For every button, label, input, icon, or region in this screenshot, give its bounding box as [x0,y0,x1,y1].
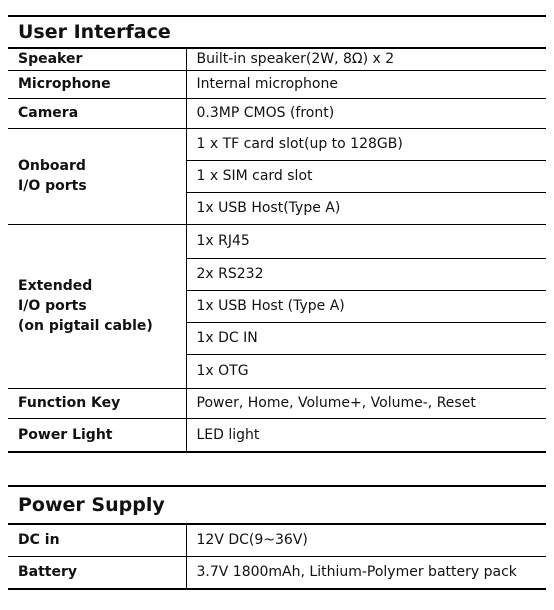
dc-in-label: DC in [8,524,186,556]
microphone-label: Microphone [8,70,186,98]
table-row [8,418,546,452]
extended-io-label-line: Extended [18,278,93,294]
user-interface-heading: User Interface [8,16,546,48]
table-row [8,224,546,258]
microphone-value: Internal microphone [186,70,546,98]
power-light-label: Power Light [8,418,186,452]
table-row [8,48,546,70]
onboard-io-label [8,128,186,224]
speaker-label: Speaker [8,48,186,70]
user-interface-table [8,15,546,453]
dc-in-value: 12V DC(9~36V) [186,524,546,556]
function-key-value: Power, Home, Volume+, Volume-, Reset [186,388,546,418]
onboard-io-label-line: Onboard [18,158,86,174]
speaker-value: Built-in speaker(2W, 8Ω) x 2 [186,48,546,70]
camera-label: Camera [8,98,186,128]
table-row [8,98,546,128]
extended-io-label-line: (on pigtail cable) [18,318,153,334]
onboard-io-value: 1 x TF card slot(up to 128GB) [186,128,546,160]
table-row [8,556,546,589]
extended-io-value: 1x RJ45 [186,224,546,258]
onboard-io-value: 1 x SIM card slot [186,160,546,192]
table-row [8,128,546,160]
battery-value: 3.7V 1800mAh, Lithium-Polymer battery pack [186,556,546,589]
extended-io-label [8,224,186,388]
table-row [8,524,546,556]
onboard-io-value: 1x USB Host(Type A) [186,192,546,224]
extended-io-value: 1x OTG [186,354,546,388]
battery-label: Battery [8,556,186,589]
extended-io-value: 2x RS232 [186,258,546,290]
power-supply-table [8,485,546,590]
extended-io-value: 1x USB Host (Type A) [186,290,546,322]
extended-io-value: 1x DC IN [186,322,546,354]
power-supply-heading: Power Supply [8,486,546,524]
function-key-label: Function Key [8,388,186,418]
extended-io-label-line: I/O ports [18,298,87,314]
table-row [8,388,546,418]
onboard-io-label-line: I/O ports [18,178,87,194]
table-row [8,70,546,98]
power-light-value: LED light [186,418,546,452]
camera-value: 0.3MP CMOS (front) [186,98,546,128]
